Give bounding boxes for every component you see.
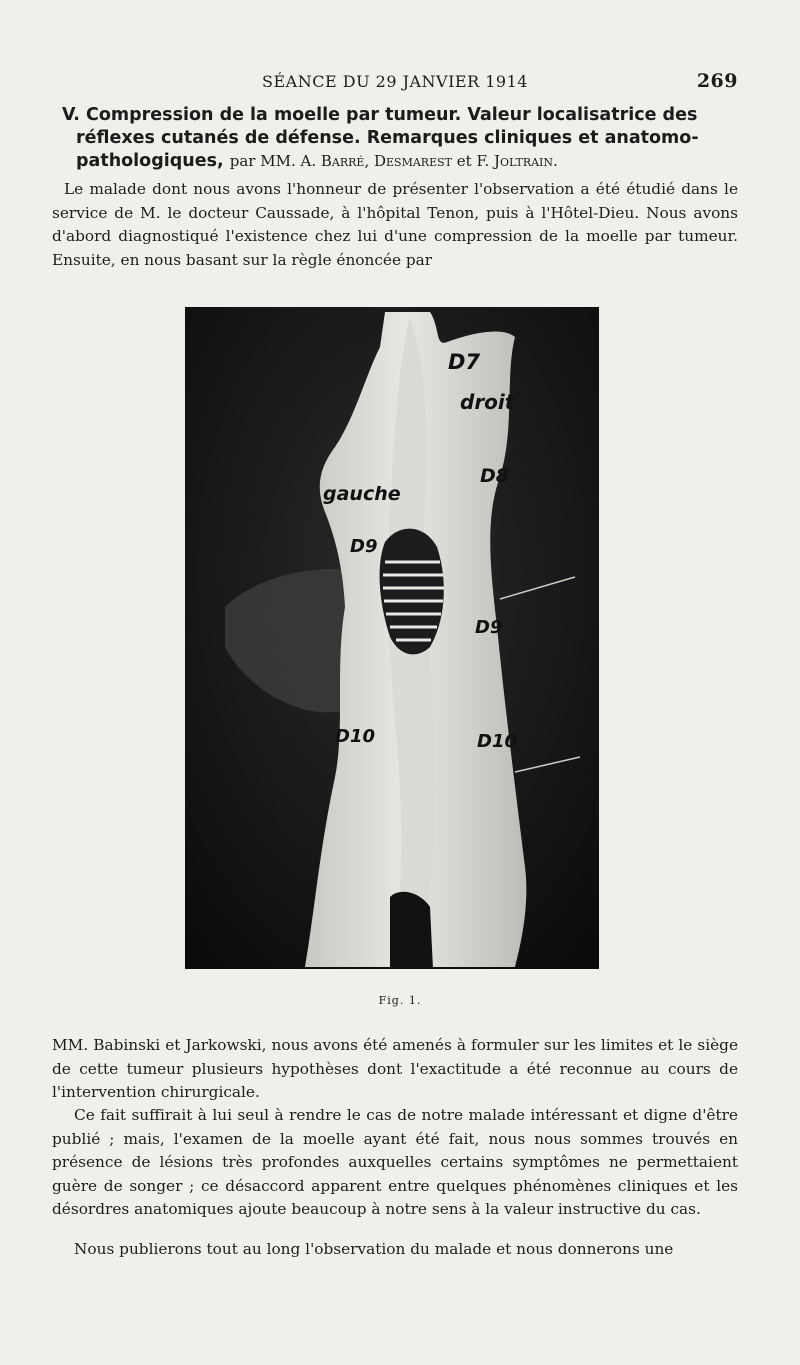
label-d7: D7 [448, 350, 481, 374]
author-barre: Barré [320, 152, 365, 170]
author-joltrain: F. Joltrain [476, 152, 554, 170]
article-title [62, 104, 742, 173]
label-gauche: gauche [323, 483, 401, 505]
article-title-text: Compression de la moelle par tumeur. Valeur localisatrice des réflexes cutanés de défense. Remarques cliniques et anatomo-pathologiques, [76, 105, 699, 171]
label-d9-right: D9 [475, 617, 503, 638]
paragraph-intro: Le malade dont nous avons l'honneur de présenter l'observation a été étudié dans le service de M. le docteur Caussade, à l'hôpital Tenon, puis à l'Hôtel-Dieu. Nous avons d'abord diagnostiqué l'existence chez lui d'une compression de la moelle par tumeur. Ensuite, en nous basant sur la règle énoncée par [52, 180, 738, 269]
paragraph-continuation: MM. Babinski et Jarkowski, nous avons été amenés à formuler sur les limites et le siège de cette tumeur plusieurs hypothèses dont l'exactitude a été reconnue au cours de l'intervention chirurgicale. [52, 1036, 738, 1101]
paragraph-observation: Nous publierons tout au long l'observation du malade et nous donnerons une [74, 1240, 674, 1258]
author-desmarest: Desmarest [373, 152, 452, 170]
label-d8: D8 [480, 465, 509, 487]
page-number: 269 [696, 70, 738, 92]
article-number: V. [62, 105, 80, 125]
label-droit: droit [460, 390, 515, 414]
figure-photograph [185, 307, 599, 969]
running-title: SÉANCE DU 29 JANVIER 1914 [262, 72, 528, 91]
figure-caption: Fig. 1. [378, 994, 422, 1007]
authors-prefix: par MM. A. [229, 152, 317, 170]
paragraph-lesions: Ce fait suffirait à lui seul à rendre le cas de notre malade intéressant et digne d'être publié ; mais, l'examen de la moelle ayant été fait, nous nous sommes trouvés en présence de lésions très profondes auxquelles certains symptômes ne permettaient guère de songer ; ce désaccord apparent entre quelques phénomènes cliniques et les désordres anatomiques ajoute beaucoup à notre sens à la valeur instructive du cas. [52, 1106, 738, 1218]
label-d9-left: D9 [350, 536, 378, 557]
tumour-hatching [383, 562, 444, 640]
spinal-cord-photo [185, 307, 599, 969]
running-head [52, 70, 738, 100]
authors-and: et [456, 152, 472, 170]
lower-gap [390, 892, 433, 969]
article-authors: par MM. A. Barré, Desmarest et F. Joltrain. [229, 152, 558, 170]
label-d10-left: D10 [335, 726, 375, 747]
label-d10-right: D10 [477, 731, 517, 752]
